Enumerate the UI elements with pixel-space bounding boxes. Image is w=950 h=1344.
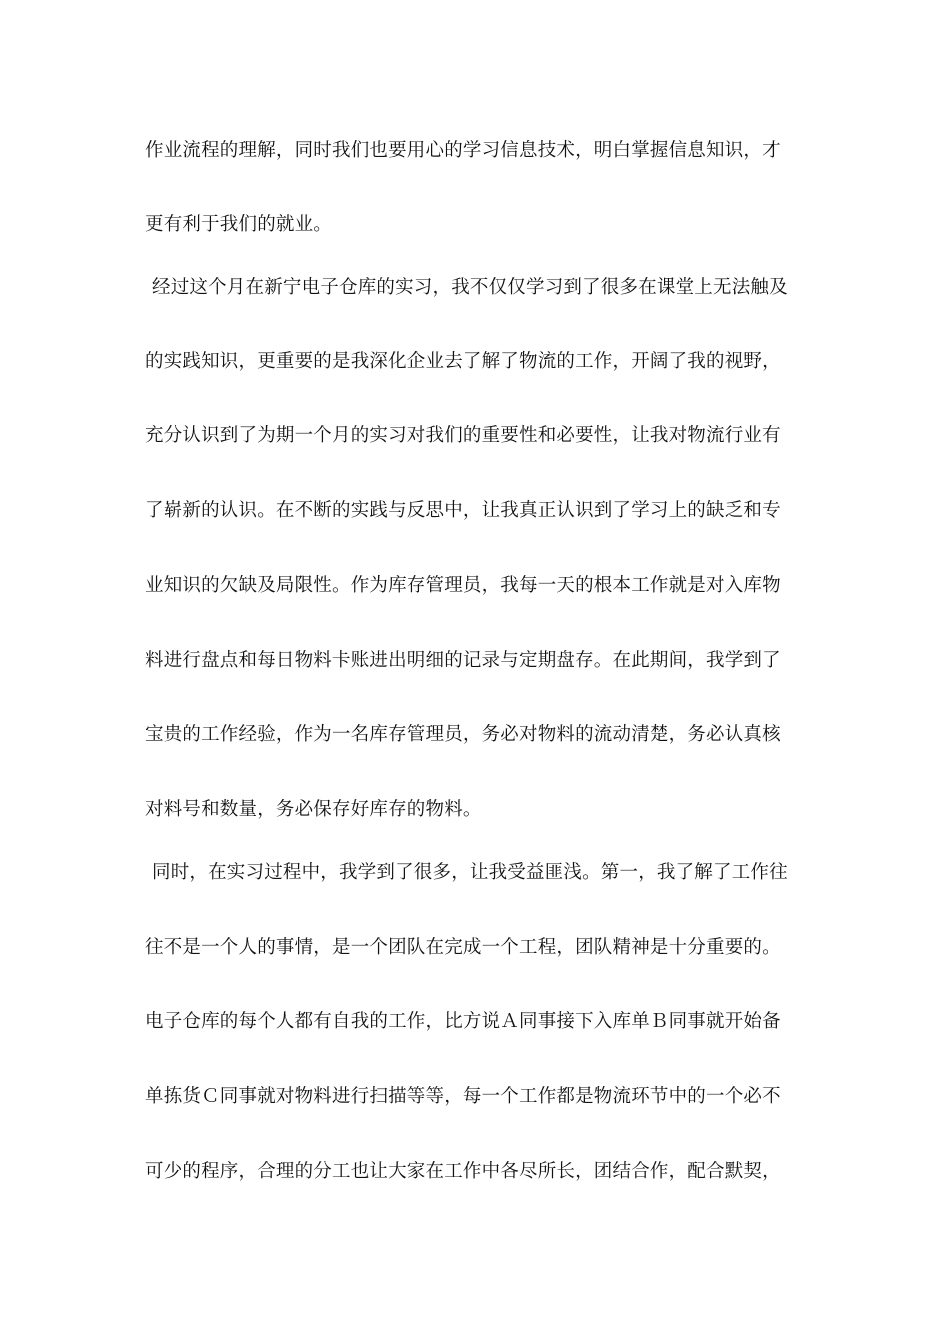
text-line-3: 经过这个月在新宁电子仓库的实习，我不仅仅学习到了很多在课堂上无法触及 bbox=[152, 277, 788, 298]
text-line-12: 往不是一个人的事情，是一个团队在完成一个工程，团队精神是十分重要的。 bbox=[145, 937, 781, 958]
text-line-13: 电子仓库的每个人都有自我的工作，比方说Ａ同事接下入库单Ｂ同事就开始备 bbox=[145, 1011, 781, 1032]
text-line-7: 业知识的欠缺及局限性。作为库存管理员，我每一天的根本工作就是对入库物 bbox=[145, 575, 781, 596]
text-line-11: 同时，在实习过程中，我学到了很多，让我受益匪浅。第一，我了解了工作往 bbox=[152, 862, 788, 883]
text-line-6: 了崭新的认识。在不断的实践与反思中，让我真正认识到了学习上的缺乏和专 bbox=[145, 500, 781, 521]
text-line-4: 的实践知识，更重要的是我深化企业去了解了物流的工作，开阔了我的视野， bbox=[145, 351, 781, 372]
text-line-8: 料进行盘点和每日物料卡账进出明细的记录与定期盘存。在此期间，我学到了 bbox=[145, 650, 781, 671]
text-line-2: 更有利于我们的就业。 bbox=[145, 214, 333, 235]
text-line-5: 充分认识到了为期一个月的实习对我们的重要性和必要性，让我对物流行业有 bbox=[145, 425, 781, 446]
text-line-14: 单拣货Ｃ同事就对物料进行扫描等等，每一个工作都是物流环节中的一个必不 bbox=[145, 1086, 781, 1107]
text-line-15: 可少的程序，合理的分工也让大家在工作中各尽所长，团结合作，配合默契， bbox=[145, 1161, 781, 1182]
text-line-10: 对料号和数量，务必保存好库存的物料。 bbox=[145, 799, 482, 820]
text-line-1: 作业流程的理解，同时我们也要用心的学习信息技术，明白掌握信息知识，才 bbox=[145, 140, 781, 161]
text-line-9: 宝贵的工作经验，作为一名库存管理员，务必对物料的流动清楚，务必认真核 bbox=[145, 724, 781, 745]
